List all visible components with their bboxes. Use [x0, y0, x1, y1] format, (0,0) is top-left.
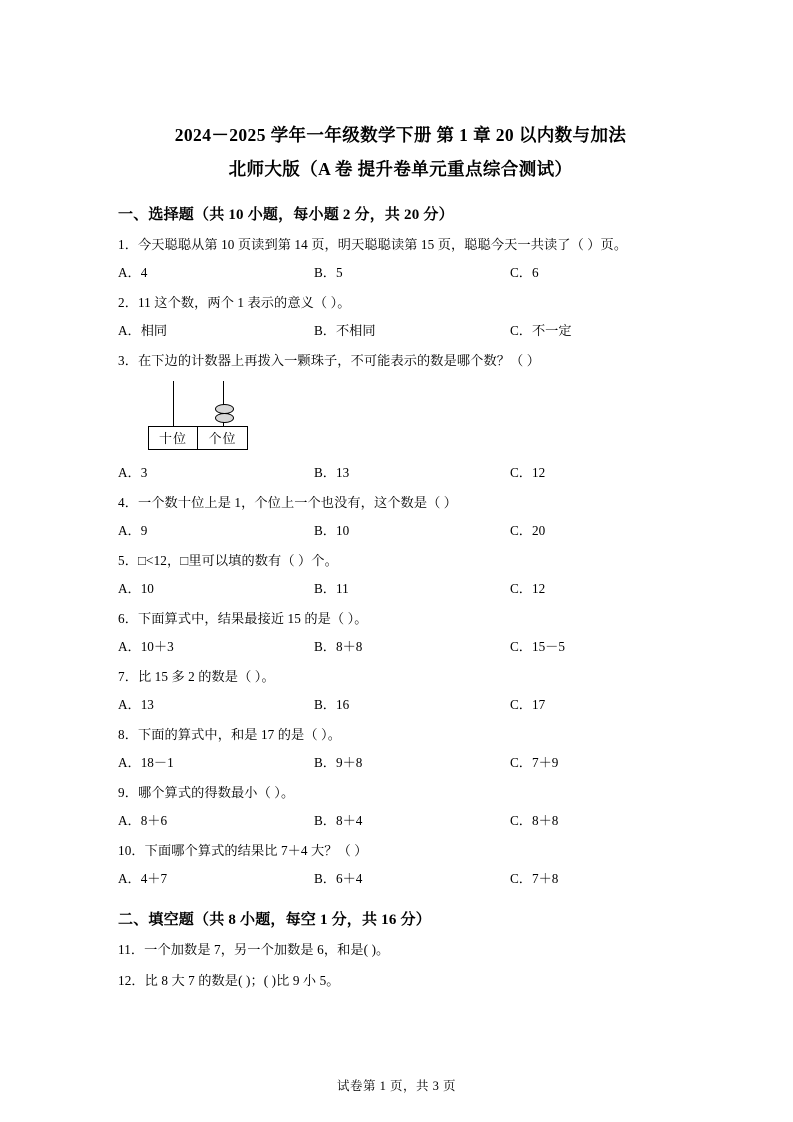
option-8-b[interactable]: B．9＋8 [314, 755, 363, 770]
question-8: 8．下面的算式中，和是 17 的是（ ）。 [118, 727, 341, 742]
tens-place-label: 十位 [148, 426, 198, 450]
question-10: 10．下面哪个算式的结果比 7＋4 大？（ ） [118, 843, 368, 858]
options-3 [118, 464, 683, 482]
option-8-c[interactable]: C．7＋9 [510, 755, 559, 770]
question-3: 3．在下边的计数器上再拨入一颗珠子，不可能表示的数是哪个数？（ ） [118, 353, 540, 368]
option-3-c[interactable]: C．12 [510, 465, 546, 480]
bead-icon [215, 413, 234, 423]
question-5: 5．□<12，□里可以填的数有（ ）个。 [118, 553, 338, 568]
section-heading-fill: 二、填空题（共 8 小题，每空 1 分，共 16 分） [118, 912, 431, 928]
option-1-c[interactable]: C．6 [510, 265, 539, 280]
option-5-a[interactable]: A．10 [118, 581, 154, 596]
option-10-b[interactable]: B．6＋4 [314, 871, 363, 886]
options-10 [118, 870, 683, 888]
option-5-b[interactable]: B．11 [314, 581, 349, 596]
page-footer: 试卷第 1 页，共 3 页 [336, 1079, 456, 1093]
options-4 [118, 522, 683, 540]
option-2-c[interactable]: C．不一定 [510, 323, 572, 338]
question-6: 6．下面算式中，结果最接近 15 的是（ ）。 [118, 611, 368, 626]
tens-rod [173, 381, 174, 426]
options-8 [118, 754, 683, 772]
options-9 [118, 812, 683, 830]
options-1 [118, 264, 683, 282]
option-7-a[interactable]: A．13 [118, 697, 154, 712]
question-1: 1．今天聪聪从第 10 页读到第 14 页，明天聪聪读第 15 页，聪聪今天一共读了（ ）页。 [118, 237, 628, 252]
place-value-boxes [148, 426, 248, 450]
option-6-c[interactable]: C．15－5 [510, 639, 565, 654]
question-11: 11．一个加数是 7，另一个加数是 6，和是( )。 [118, 942, 390, 957]
option-10-a[interactable]: A．4＋7 [118, 871, 168, 886]
page-title [118, 118, 683, 186]
ones-place-label: 个位 [198, 426, 248, 450]
title-line-2: 北师大版（A 卷 提升卷单元重点综合测试） [228, 159, 573, 179]
option-6-b[interactable]: B．8＋8 [314, 639, 363, 654]
option-9-c[interactable]: C．8＋8 [510, 813, 559, 828]
question-4: 4．一个数十位上是 1，个位上一个也没有，这个数是（ ） [118, 495, 458, 510]
options-6 [118, 638, 683, 656]
question-12: 12．比 8 大 7 的数是( )；( )比 9 小 5。 [118, 973, 340, 988]
question-2: 2．11 这个数，两个 1 表示的意义（ ）。 [118, 295, 351, 310]
option-9-b[interactable]: B．8＋4 [314, 813, 363, 828]
option-7-b[interactable]: B．16 [314, 697, 350, 712]
options-7 [118, 696, 683, 714]
option-6-a[interactable]: A．10＋3 [118, 639, 174, 654]
option-4-c[interactable]: C．20 [510, 523, 546, 538]
section-heading-choice: 一、选择题（共 10 小题，每小题 2 分，共 20 分） [118, 207, 454, 223]
option-5-c[interactable]: C．12 [510, 581, 546, 596]
title-line-1: 2024－2025 学年一年级数学下册 第 1 章 20 以内数与加法 [174, 125, 627, 145]
option-4-b[interactable]: B．10 [314, 523, 350, 538]
option-2-a[interactable]: A．相同 [118, 323, 168, 338]
options-5 [118, 580, 683, 598]
question-7: 7．比 15 多 2 的数是（ ）。 [118, 669, 275, 684]
option-1-b[interactable]: B．5 [314, 265, 343, 280]
option-7-c[interactable]: C．17 [510, 697, 546, 712]
option-3-a[interactable]: A．3 [118, 465, 148, 480]
option-4-a[interactable]: A．9 [118, 523, 148, 538]
option-9-a[interactable]: A．8＋6 [118, 813, 168, 828]
option-8-a[interactable]: A．18－1 [118, 755, 174, 770]
option-1-a[interactable]: A．4 [118, 265, 148, 280]
counter-figure [140, 381, 260, 455]
options-2 [118, 322, 683, 340]
option-3-b[interactable]: B．13 [314, 465, 350, 480]
option-10-c[interactable]: C．7＋8 [510, 871, 559, 886]
question-9: 9．哪个算式的得数最小（ ）。 [118, 785, 295, 800]
option-2-b[interactable]: B．不相同 [314, 323, 376, 338]
